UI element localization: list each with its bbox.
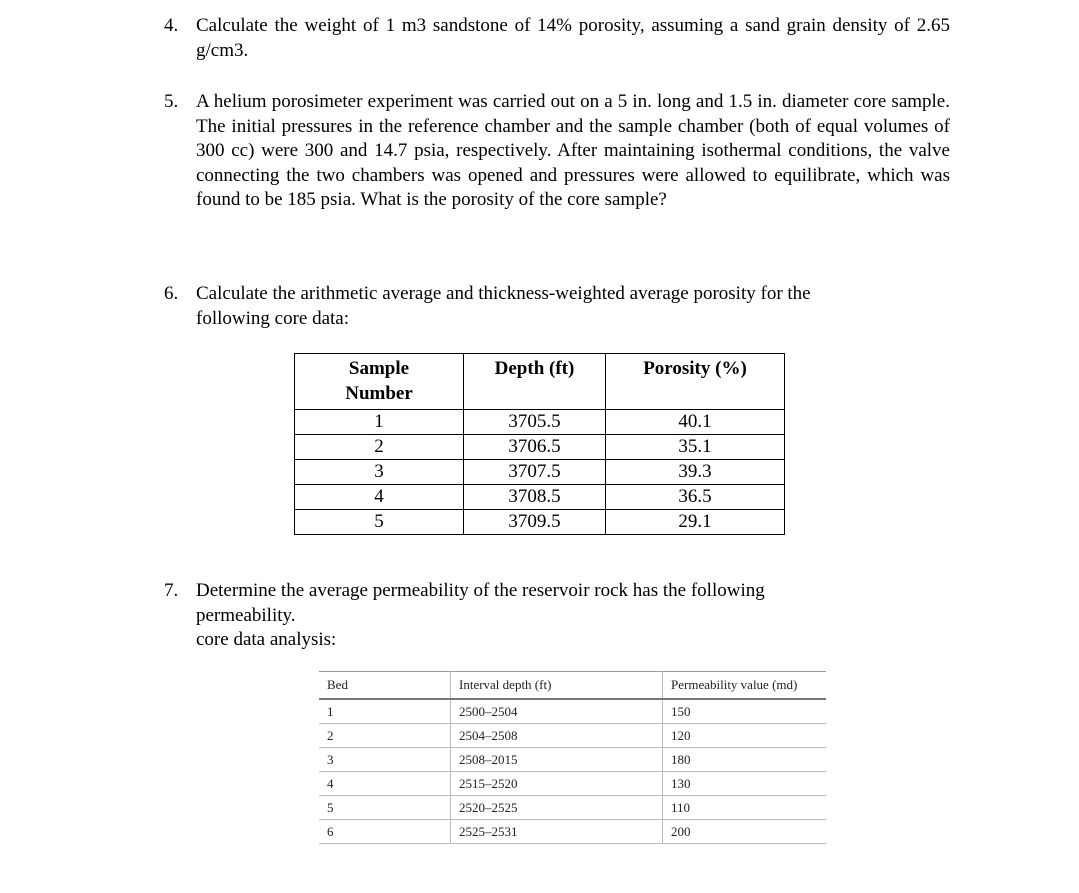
table-header-row — [319, 672, 826, 700]
table-row — [319, 748, 826, 772]
table-row — [295, 435, 785, 460]
question-4 — [164, 14, 950, 63]
table-header-row — [295, 354, 785, 410]
table-row — [319, 699, 826, 724]
cell-porosity: 35.1 — [606, 435, 785, 460]
question-text: Calculate the weight of 1 m3 sandstone of 14% porosity, assuming a sand grain density of 2.65 g/cm3. — [196, 15, 950, 61]
cell-depth: 3706.5 — [464, 435, 606, 460]
cell-depth: 3708.5 — [464, 485, 606, 510]
cell-permeability: 120 — [663, 724, 827, 748]
question-line: Determine the average permeability of the reservoir rock has the following — [196, 580, 765, 601]
cell-bed: 1 — [319, 699, 451, 724]
cell-bed: 2 — [319, 724, 451, 748]
cell-interval: 2525–2531 — [451, 820, 663, 844]
question-5 — [164, 90, 950, 213]
table-row — [295, 510, 785, 535]
table-row — [319, 772, 826, 796]
table-row — [319, 820, 826, 844]
header-porosity: Porosity (%) — [606, 354, 785, 410]
cell-sample: 2 — [295, 435, 464, 460]
cell-permeability: 180 — [663, 748, 827, 772]
cell-interval: 2500–2504 — [451, 699, 663, 724]
cell-permeability: 150 — [663, 699, 827, 724]
header-bed: Bed — [319, 672, 451, 700]
porosity-table — [294, 353, 785, 535]
question-line: core data analysis: — [196, 629, 337, 651]
question-number: 7. — [164, 580, 179, 601]
question-text — [196, 579, 950, 653]
cell-interval: 2504–2508 — [451, 724, 663, 748]
cell-sample: 1 — [295, 410, 464, 435]
question-7 — [164, 579, 950, 653]
cell-permeability: 130 — [663, 772, 827, 796]
question-number: 6. — [164, 283, 179, 304]
cell-bed: 6 — [319, 820, 451, 844]
cell-bed: 4 — [319, 772, 451, 796]
cell-permeability: 200 — [663, 820, 827, 844]
question-text: A helium porosimeter experiment was carried out on a 5 in. long and 1.5 in. diameter core sample. The initial pressures in the reference chamber and the sample chamber (both of equal volumes of 300 cc) were 300 and 14.7 psia, respectively. After maintaining isothermal conditions, the valve connecting the two chambers was opened and pressures were allowed to equilibrate, which was found to be 185 psia. What is the porosity of the core sample? — [196, 91, 950, 211]
table-row — [295, 485, 785, 510]
cell-interval: 2515–2520 — [451, 772, 663, 796]
cell-porosity: 39.3 — [606, 460, 785, 485]
header-depth: Depth (ft) — [464, 354, 606, 410]
cell-sample: 4 — [295, 485, 464, 510]
cell-bed: 5 — [319, 796, 451, 820]
cell-interval: 2520–2525 — [451, 796, 663, 820]
cell-porosity: 29.1 — [606, 510, 785, 535]
header-sample-number: Sample Number — [295, 354, 464, 410]
cell-permeability: 110 — [663, 796, 827, 820]
table-row — [295, 410, 785, 435]
question-line: following core data: — [196, 307, 350, 329]
permeability-table — [319, 671, 826, 844]
question-text — [196, 282, 950, 331]
cell-depth: 3709.5 — [464, 510, 606, 535]
cell-sample: 3 — [295, 460, 464, 485]
question-6 — [164, 282, 950, 331]
header-permeability: Permeability value (md) — [663, 672, 827, 700]
question-line: Calculate the arithmetic average and thickness-weighted average porosity for the — [196, 283, 811, 304]
cell-porosity: 36.5 — [606, 485, 785, 510]
question-line: permeability. — [196, 604, 296, 626]
cell-depth: 3707.5 — [464, 460, 606, 485]
cell-bed: 3 — [319, 748, 451, 772]
question-number: 4. — [164, 15, 179, 36]
table-row — [295, 460, 785, 485]
cell-porosity: 40.1 — [606, 410, 785, 435]
header-interval-depth: Interval depth (ft) — [451, 672, 663, 700]
cell-sample: 5 — [295, 510, 464, 535]
table-row — [319, 724, 826, 748]
question-number: 5. — [164, 91, 179, 112]
table-row — [319, 796, 826, 820]
cell-depth: 3705.5 — [464, 410, 606, 435]
cell-interval: 2508–2015 — [451, 748, 663, 772]
